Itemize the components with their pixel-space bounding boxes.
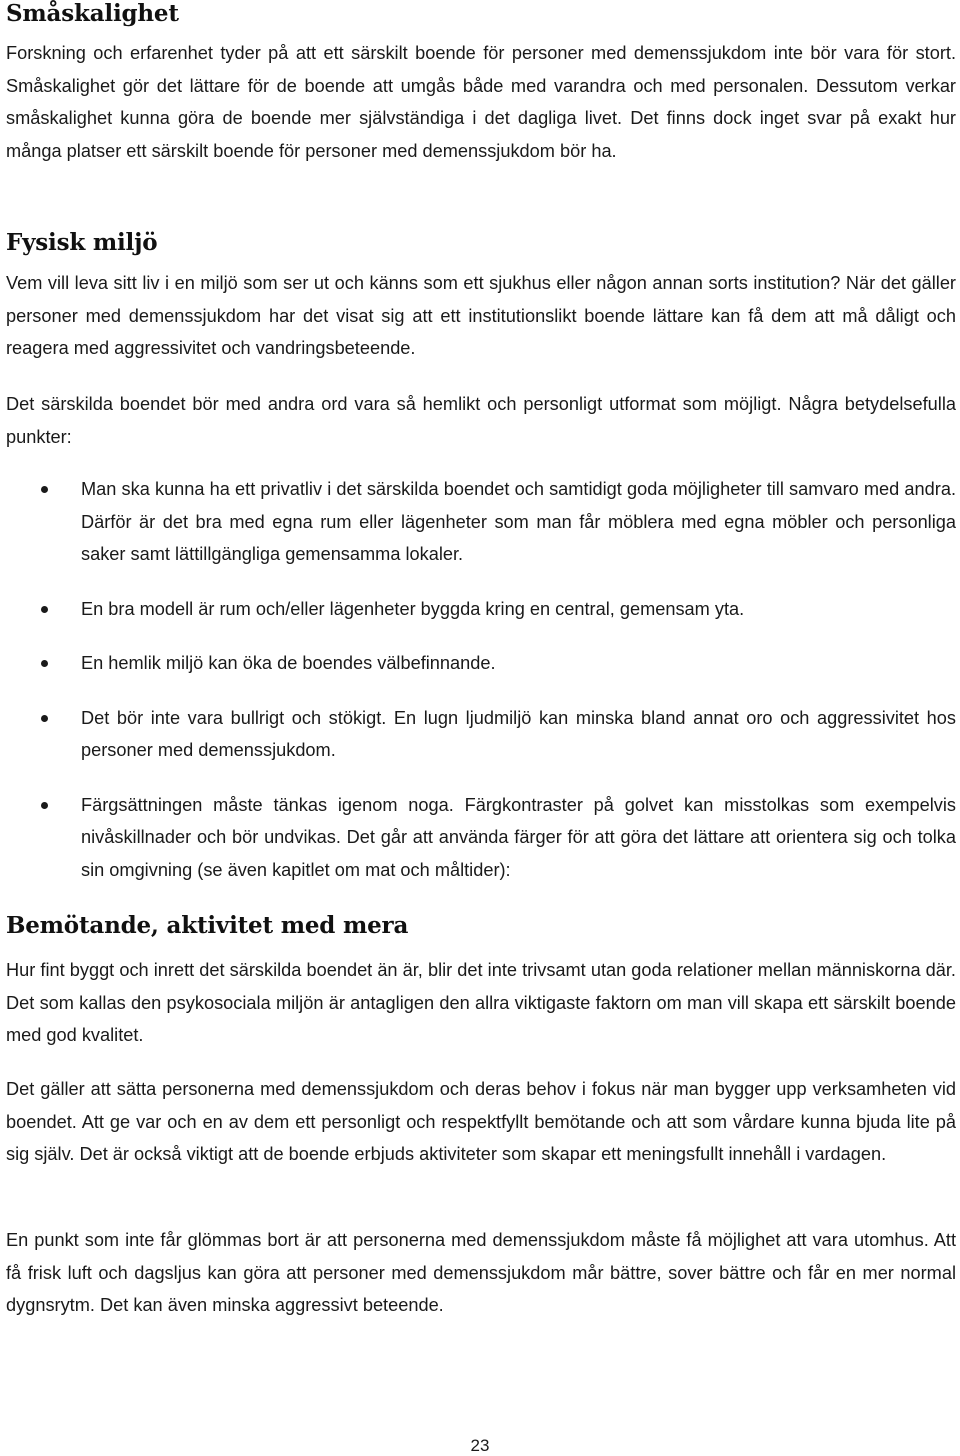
bullet-icon	[41, 660, 48, 667]
page-number: 23	[470, 1436, 490, 1455]
list-item-text: Det bör inte vara bullrigt och stökigt. En lugn ljudmiljö kan minska bland annat oro och aggressivitet hos personer med demenssjukdom.	[81, 707, 956, 760]
paragraph-bemotande-3: En punkt som inte får glömmas bort är att personerna med demenssjukdom måste få möjlighet att vara utomhus. Att få frisk luft och dagsljus kan göra att personer med demenssjukdom mår bättre, sover bättre och får en mer normal dygnsrytm. Det kan även minska aggressivt beteende.	[6, 1230, 956, 1315]
bullet-list	[6, 473, 956, 908]
list-item	[6, 593, 956, 626]
paragraph-fysisk-miljo-2: Det särskilda boendet bör med andra ord vara så hemlikt och personligt utformat som möjligt. Några betydelsefulla punkter:	[6, 394, 956, 447]
bullet-icon	[41, 715, 48, 722]
bullet-icon	[41, 802, 48, 809]
section-heading-fysisk-miljo: Fysisk miljö	[6, 229, 158, 256]
section-heading-bemotande: Bemötande, aktivitet med mera	[6, 912, 409, 939]
list-item	[6, 702, 956, 767]
list-item	[6, 647, 956, 680]
section-heading-smaskalighet: Småskalighet	[6, 0, 179, 27]
list-item-text: Man ska kunna ha ett privatliv i det särskilda boendet och samtidigt goda möjligheter till samvaro med andra. Därför är det bra med egna rum eller lägenheter som man får möblera med egna möbler och personliga saker samt lättillgängliga gemensamma lokaler.	[81, 479, 956, 564]
list-item-text: En hemlik miljö kan öka de boendes välbefinnande.	[81, 653, 496, 673]
list-item	[6, 473, 956, 571]
list-item-text: Färgsättningen måste tänkas igenom noga. Färgkontraster på golvet kan misstolkas som exempelvis nivåskillnader och bör undvikas. Det går att använda färger för att göra det lättare att orientera sig och tolka sin omgivning (se även kapitlet om mat och måltider):	[81, 794, 956, 880]
bullet-icon	[41, 486, 48, 493]
paragraph-bemotande-1: Hur fint byggt och inrett det särskilda boendet än är, blir det inte trivsamt utan goda relationer mellan människorna där. Det som kallas den psykosociala miljön är antagligen den allra viktigaste faktorn om man vill skapa ett särskilt boende med god kvalitet.	[6, 960, 956, 1045]
bullet-icon	[41, 606, 48, 613]
paragraph-fysisk-miljo-1: Vem vill leva sitt liv i en miljö som ser ut och känns som ett sjukhus eller någon annan sorts institution? När det gäller personer med demenssjukdom har det visat sig att ett institutionslikt boende lättare kan få dem att må dåligt och reagera med aggressivitet och vandringsbeteende.	[6, 273, 956, 358]
list-item-text: En bra modell är rum och/eller lägenheter byggda kring en central, gemensam yta.	[81, 598, 745, 619]
paragraph-smaskalighet: Forskning och erfarenhet tyder på att ett särskilt boende för personer med demenssjukdom inte bör vara för stort. Småskalighet gör det lättare för de boende att umgås både med varandra och med personalen. Dessutom verkar småskalighet kunna göra de boende mer självständiga i det dagliga livet. Det finns dock inget svar på exakt hur många platser ett särskilt boende för personer med demenssjukdom bör ha.	[6, 43, 956, 161]
list-item	[6, 789, 956, 887]
paragraph-bemotande-2: Det gäller att sätta personerna med demenssjukdom och deras behov i fokus när man bygger upp verksamheten vid boendet. Att ge var och en av dem ett personligt och respektfyllt bemötande och att som vårdare kunna bjuda lite på sig själv. Det är också viktigt att de boende erbjuds aktiviteter som skapar ett meningsfullt innehåll i vardagen.	[6, 1079, 956, 1164]
